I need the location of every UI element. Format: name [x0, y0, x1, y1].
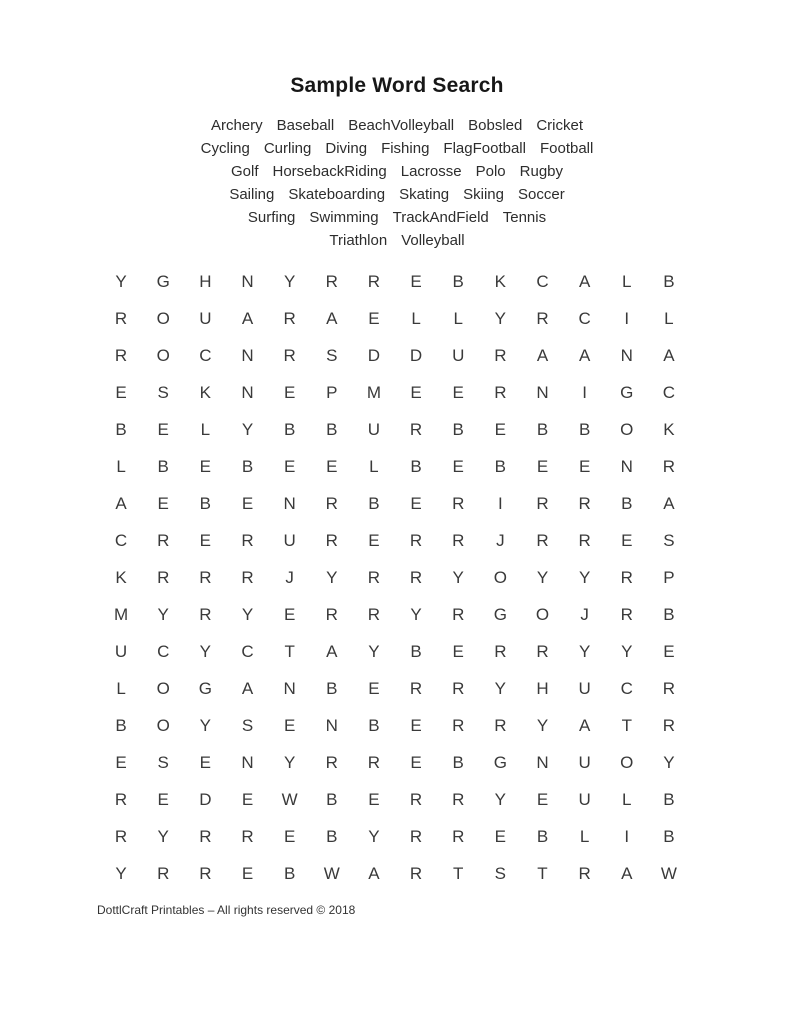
- grid-cell: B: [368, 715, 380, 735]
- grid-cell: A: [621, 863, 633, 883]
- grid-cell: L: [622, 271, 632, 291]
- grid-cell: N: [283, 678, 296, 698]
- grid-cell: T: [537, 863, 548, 883]
- grid-cell: R: [325, 752, 338, 772]
- word-list-word: Golf: [230, 163, 259, 180]
- grid-cell: D: [409, 345, 423, 365]
- grid-cell: C: [114, 530, 128, 550]
- grid-cell: R: [452, 826, 465, 846]
- grid-cell: Y: [452, 567, 464, 587]
- grid-cell: E: [283, 715, 296, 735]
- word-list-line: [0, 114, 794, 137]
- word-list-word: Swimming: [309, 209, 379, 226]
- grid-cell: E: [368, 530, 380, 550]
- grid-cell: C: [241, 641, 254, 661]
- grid-cell: I: [497, 493, 503, 513]
- grid-cell: E: [410, 752, 422, 772]
- grid-cell: K: [115, 567, 127, 587]
- grid-cell: E: [115, 752, 127, 772]
- grid-cell: E: [283, 826, 296, 846]
- grid-cell: R: [620, 567, 633, 587]
- grid-cell: B: [115, 715, 127, 735]
- grid-cell: Y: [326, 567, 338, 587]
- grid-cell: C: [536, 271, 549, 291]
- grid-cell: L: [664, 308, 674, 328]
- page-title: Sample Word Search: [290, 74, 504, 97]
- grid-cell: R: [409, 789, 423, 809]
- grid-cell: U: [199, 308, 212, 328]
- word-list-word: Polo: [475, 163, 506, 180]
- grid-cell: E: [410, 271, 422, 291]
- grid-cell: R: [114, 308, 128, 328]
- grid-cell: E: [578, 456, 591, 476]
- grid-cell: R: [494, 345, 507, 365]
- grid-cell: R: [578, 530, 591, 550]
- grid-cell: E: [452, 641, 464, 661]
- grid-row: [100, 670, 690, 707]
- grid-cell: B: [536, 826, 549, 846]
- grid-cell: E: [621, 530, 633, 550]
- grid-cell: Y: [368, 641, 380, 661]
- grid-cell: O: [156, 308, 170, 328]
- grid-cell: E: [410, 493, 422, 513]
- word-list-word: Rugby: [519, 163, 563, 180]
- grid-cell: C: [620, 678, 633, 698]
- grid-cell: P: [663, 567, 675, 587]
- grid-cell: O: [156, 345, 170, 365]
- grid-cell: A: [241, 308, 254, 328]
- grid-cell: R: [452, 789, 465, 809]
- grid-row: [100, 818, 690, 855]
- word-list-word: Diving: [325, 140, 368, 157]
- grid-cell: R: [409, 530, 423, 550]
- grid-row: [100, 855, 690, 892]
- grid-row: [100, 522, 690, 559]
- grid-cell: B: [663, 604, 675, 624]
- grid-cell: E: [283, 456, 296, 476]
- grid-cell: E: [452, 456, 464, 476]
- grid-cell: S: [494, 863, 507, 883]
- grid-cell: K: [494, 271, 507, 291]
- grid-cell: I: [624, 308, 630, 328]
- word-list-word: BeachVolleyball: [348, 117, 455, 134]
- grid-cell: B: [326, 826, 338, 846]
- grid-cell: A: [241, 678, 254, 698]
- grid-cell: Y: [241, 604, 254, 624]
- grid-cell: R: [157, 567, 170, 587]
- grid-cell: W: [660, 863, 677, 883]
- grid-cell: E: [157, 419, 169, 439]
- grid-row: [100, 596, 690, 633]
- grid-cell: R: [536, 641, 549, 661]
- grid-row: [100, 781, 690, 818]
- grid-cell: M: [113, 604, 129, 624]
- word-list-line: [0, 160, 794, 183]
- grid-cell: N: [536, 752, 549, 772]
- grid-cell: U: [578, 678, 591, 698]
- grid-row: [100, 448, 690, 485]
- grid-cell: R: [114, 826, 128, 846]
- word-list-line: [0, 229, 794, 252]
- word-list-word: Triathlon: [329, 232, 388, 249]
- grid-cell: A: [663, 345, 675, 365]
- grid-cell: R: [157, 530, 170, 550]
- grid-cell: B: [283, 863, 296, 883]
- grid-cell: O: [620, 752, 634, 772]
- grid-cell: R: [241, 530, 254, 550]
- grid-cell: J: [285, 567, 294, 587]
- grid-cell: B: [115, 419, 127, 439]
- grid-cell: Y: [283, 752, 296, 772]
- grid-cell: R: [662, 456, 676, 476]
- word-list-line: [0, 137, 794, 160]
- grid-cell: N: [241, 345, 254, 365]
- grid-row: [100, 337, 690, 374]
- grid-cell: R: [157, 863, 170, 883]
- grid-cell: L: [116, 678, 126, 698]
- grid-cell: N: [241, 382, 254, 402]
- grid-cell: E: [494, 826, 507, 846]
- grid-cell: R: [578, 863, 591, 883]
- grid-cell: W: [281, 789, 298, 809]
- word-list-word: Surfing: [247, 209, 296, 226]
- grid-cell: B: [663, 789, 675, 809]
- grid-cell: B: [410, 456, 422, 476]
- grid-cell: T: [284, 641, 295, 661]
- word-list-word: Tennis: [502, 209, 547, 226]
- grid-cell: R: [325, 604, 338, 624]
- grid-cell: U: [114, 641, 128, 661]
- grid-cell: N: [620, 456, 633, 476]
- grid-cell: R: [325, 271, 338, 291]
- grid-cell: B: [663, 826, 675, 846]
- grid-cell: H: [199, 271, 212, 291]
- grid-cell: R: [494, 641, 507, 661]
- grid-cell: D: [367, 345, 381, 365]
- grid-cell: Y: [494, 678, 507, 698]
- grid-cell: A: [326, 641, 338, 661]
- grid-cell: E: [368, 308, 380, 328]
- grid-cell: U: [283, 530, 296, 550]
- grid-cell: D: [199, 789, 212, 809]
- grid-cell: Y: [199, 641, 212, 661]
- grid-cell: E: [368, 678, 380, 698]
- grid-cell: R: [662, 678, 676, 698]
- letter-grid: [100, 263, 690, 892]
- grid-cell: N: [241, 271, 254, 291]
- grid-cell: R: [536, 308, 549, 328]
- grid-cell: E: [663, 641, 675, 661]
- grid-cell: R: [241, 826, 254, 846]
- grid-cell: E: [199, 530, 212, 550]
- word-list-word: Bobsled: [468, 117, 523, 134]
- grid-cell: R: [452, 715, 465, 735]
- grid-cell: R: [620, 604, 633, 624]
- grid-cell: U: [452, 345, 465, 365]
- grid-cell: R: [409, 567, 423, 587]
- grid-cell: G: [156, 271, 170, 291]
- grid-cell: A: [578, 715, 591, 735]
- grid-cell: S: [157, 752, 169, 772]
- grid-cell: E: [410, 382, 422, 402]
- grid-row: [100, 707, 690, 744]
- grid-cell: Y: [621, 641, 633, 661]
- grid-cell: L: [622, 789, 632, 809]
- word-list-word: Cricket: [536, 117, 584, 134]
- grid-cell: E: [199, 456, 212, 476]
- grid-cell: S: [326, 345, 338, 365]
- grid-cell: E: [536, 789, 549, 809]
- grid-cell: L: [579, 826, 590, 846]
- word-list-word: FlagFootball: [443, 140, 526, 157]
- grid-row: [100, 485, 690, 522]
- grid-row: [100, 374, 690, 411]
- grid-row: [100, 263, 690, 300]
- grid-cell: E: [157, 789, 169, 809]
- grid-cell: O: [535, 604, 550, 624]
- grid-cell: L: [453, 308, 463, 328]
- grid-cell: B: [283, 419, 296, 439]
- grid-cell: R: [367, 604, 381, 624]
- grid-cell: U: [367, 419, 381, 439]
- grid-cell: Y: [578, 641, 591, 661]
- word-list-word: Curling: [263, 140, 312, 157]
- grid-cell: A: [326, 308, 338, 328]
- grid-cell: R: [114, 345, 128, 365]
- grid-cell: Y: [536, 567, 549, 587]
- grid-cell: C: [578, 308, 591, 328]
- grid-cell: B: [494, 456, 507, 476]
- grid-cell: R: [367, 271, 381, 291]
- grid-cell: R: [199, 604, 212, 624]
- word-list-word: Football: [539, 140, 594, 157]
- grid-cell: N: [241, 752, 254, 772]
- grid-cell: B: [536, 419, 549, 439]
- grid-cell: R: [199, 863, 212, 883]
- grid-cell: R: [199, 567, 212, 587]
- grid-cell: S: [157, 382, 169, 402]
- grid-cell: U: [578, 789, 591, 809]
- grid-cell: B: [326, 419, 338, 439]
- grid-cell: Y: [115, 863, 127, 883]
- grid-cell: J: [580, 604, 589, 624]
- grid-cell: R: [536, 493, 549, 513]
- grid-cell: E: [536, 456, 549, 476]
- word-list-word: Cycling: [200, 140, 250, 157]
- word-list-word: HorsebackRiding: [272, 163, 387, 180]
- grid-cell: E: [283, 604, 296, 624]
- grid-cell: Y: [157, 826, 169, 846]
- grid-cell: R: [662, 715, 676, 735]
- grid-cell: Y: [410, 604, 422, 624]
- grid-cell: B: [452, 419, 464, 439]
- word-list-word: Skating: [399, 186, 450, 203]
- grid-cell: J: [496, 530, 505, 550]
- grid-cell: O: [156, 715, 170, 735]
- grid-cell: B: [452, 271, 464, 291]
- grid-cell: T: [621, 715, 632, 735]
- grid-cell: G: [493, 752, 507, 772]
- grid-cell: E: [115, 382, 127, 402]
- grid-cell: Y: [199, 715, 212, 735]
- grid-cell: L: [116, 456, 126, 476]
- grid-cell: L: [200, 419, 211, 439]
- grid-cell: R: [578, 493, 591, 513]
- grid-cell: B: [199, 493, 212, 513]
- grid-cell: Y: [536, 715, 549, 735]
- grid-cell: B: [241, 456, 254, 476]
- grid-cell: P: [326, 382, 338, 402]
- grid-cell: M: [366, 382, 381, 402]
- grid-cell: S: [663, 530, 675, 550]
- grid-cell: R: [536, 530, 549, 550]
- grid-cell: L: [411, 308, 421, 328]
- word-list: [0, 114, 794, 252]
- grid-cell: S: [241, 715, 254, 735]
- grid-cell: K: [199, 382, 212, 402]
- grid-cell: H: [536, 678, 549, 698]
- grid-cell: C: [157, 641, 170, 661]
- grid-cell: R: [452, 678, 465, 698]
- grid-cell: R: [409, 419, 423, 439]
- grid-cell: A: [115, 493, 127, 513]
- grid-cell: R: [367, 752, 381, 772]
- grid-row: [100, 744, 690, 781]
- grid-cell: C: [199, 345, 212, 365]
- grid-cell: B: [452, 752, 464, 772]
- grid-cell: R: [409, 826, 423, 846]
- grid-cell: K: [663, 419, 675, 439]
- grid-cell: Y: [368, 826, 380, 846]
- word-list-line: [0, 206, 794, 229]
- grid-cell: R: [409, 678, 423, 698]
- grid-cell: Y: [578, 567, 591, 587]
- grid-cell: B: [326, 678, 338, 698]
- grid-cell: N: [536, 382, 549, 402]
- word-list-word: Soccer: [518, 186, 565, 203]
- word-list-word: Archery: [210, 117, 263, 134]
- grid-cell: L: [369, 456, 379, 476]
- grid-cell: U: [578, 752, 591, 772]
- grid-cell: R: [452, 493, 465, 513]
- grid-cell: E: [241, 789, 254, 809]
- grid-cell: R: [452, 604, 465, 624]
- grid-cell: R: [494, 715, 507, 735]
- word-list-word: Skiing: [463, 186, 504, 203]
- grid-cell: I: [582, 382, 587, 402]
- word-list-line: [0, 183, 794, 206]
- grid-row: [100, 411, 690, 448]
- grid-cell: R: [409, 863, 423, 883]
- grid-cell: G: [620, 382, 634, 402]
- grid-cell: B: [621, 493, 633, 513]
- grid-cell: R: [199, 826, 212, 846]
- grid-cell: R: [241, 567, 254, 587]
- grid-cell: R: [452, 530, 465, 550]
- grid-cell: G: [493, 604, 507, 624]
- grid-cell: A: [578, 271, 591, 291]
- grid-cell: E: [241, 863, 254, 883]
- grid-cell: B: [410, 641, 422, 661]
- grid-cell: R: [283, 308, 296, 328]
- word-list-word: Fishing: [381, 140, 430, 157]
- grid-cell: I: [624, 826, 630, 846]
- word-list-word: Lacrosse: [400, 163, 462, 180]
- grid-cell: Y: [494, 789, 507, 809]
- word-list-word: Skateboarding: [288, 186, 386, 203]
- grid-cell: Y: [157, 604, 169, 624]
- grid-cell: Y: [663, 752, 675, 772]
- grid-cell: R: [494, 382, 507, 402]
- grid-cell: A: [368, 863, 380, 883]
- grid-cell: E: [368, 789, 380, 809]
- grid-cell: W: [323, 863, 340, 883]
- grid-row: [100, 559, 690, 596]
- grid-cell: R: [325, 530, 338, 550]
- grid-cell: Y: [283, 271, 296, 291]
- grid-cell: A: [578, 345, 591, 365]
- word-list-word: Volleyball: [401, 232, 465, 249]
- grid-row: [100, 300, 690, 337]
- grid-cell: O: [156, 678, 170, 698]
- grid-cell: R: [114, 789, 128, 809]
- grid-cell: E: [199, 752, 212, 772]
- grid-cell: Y: [494, 308, 507, 328]
- grid-cell: O: [493, 567, 507, 587]
- grid-cell: E: [452, 382, 464, 402]
- grid-cell: N: [620, 345, 633, 365]
- grid-cell: B: [663, 271, 675, 291]
- grid-cell: B: [157, 456, 169, 476]
- grid-cell: B: [578, 419, 591, 439]
- grid-cell: T: [453, 863, 464, 883]
- grid-cell: R: [367, 567, 381, 587]
- grid-cell: A: [663, 493, 675, 513]
- grid-cell: N: [283, 493, 296, 513]
- grid-cell: C: [662, 382, 676, 402]
- footer-copyright: DottlCraft Printables – All rights reserved © 2018: [97, 903, 356, 917]
- word-list-word: Baseball: [276, 117, 335, 134]
- grid-cell: N: [325, 715, 338, 735]
- grid-cell: B: [326, 789, 338, 809]
- grid-cell: E: [410, 715, 422, 735]
- grid-cell: G: [198, 678, 212, 698]
- grid-cell: Y: [241, 419, 254, 439]
- grid-cell: R: [325, 493, 338, 513]
- grid-cell: A: [536, 345, 549, 365]
- grid-cell: E: [157, 493, 169, 513]
- word-list-word: Sailing: [229, 186, 275, 203]
- grid-cell: B: [368, 493, 380, 513]
- grid-cell: O: [620, 419, 634, 439]
- grid-cell: E: [283, 382, 296, 402]
- grid-cell: E: [326, 456, 338, 476]
- grid-cell: Y: [115, 271, 127, 291]
- grid-cell: E: [494, 419, 507, 439]
- grid-cell: R: [283, 345, 296, 365]
- grid-cell: E: [241, 493, 254, 513]
- word-list-word: TrackAndField: [392, 209, 489, 226]
- grid-row: [100, 633, 690, 670]
